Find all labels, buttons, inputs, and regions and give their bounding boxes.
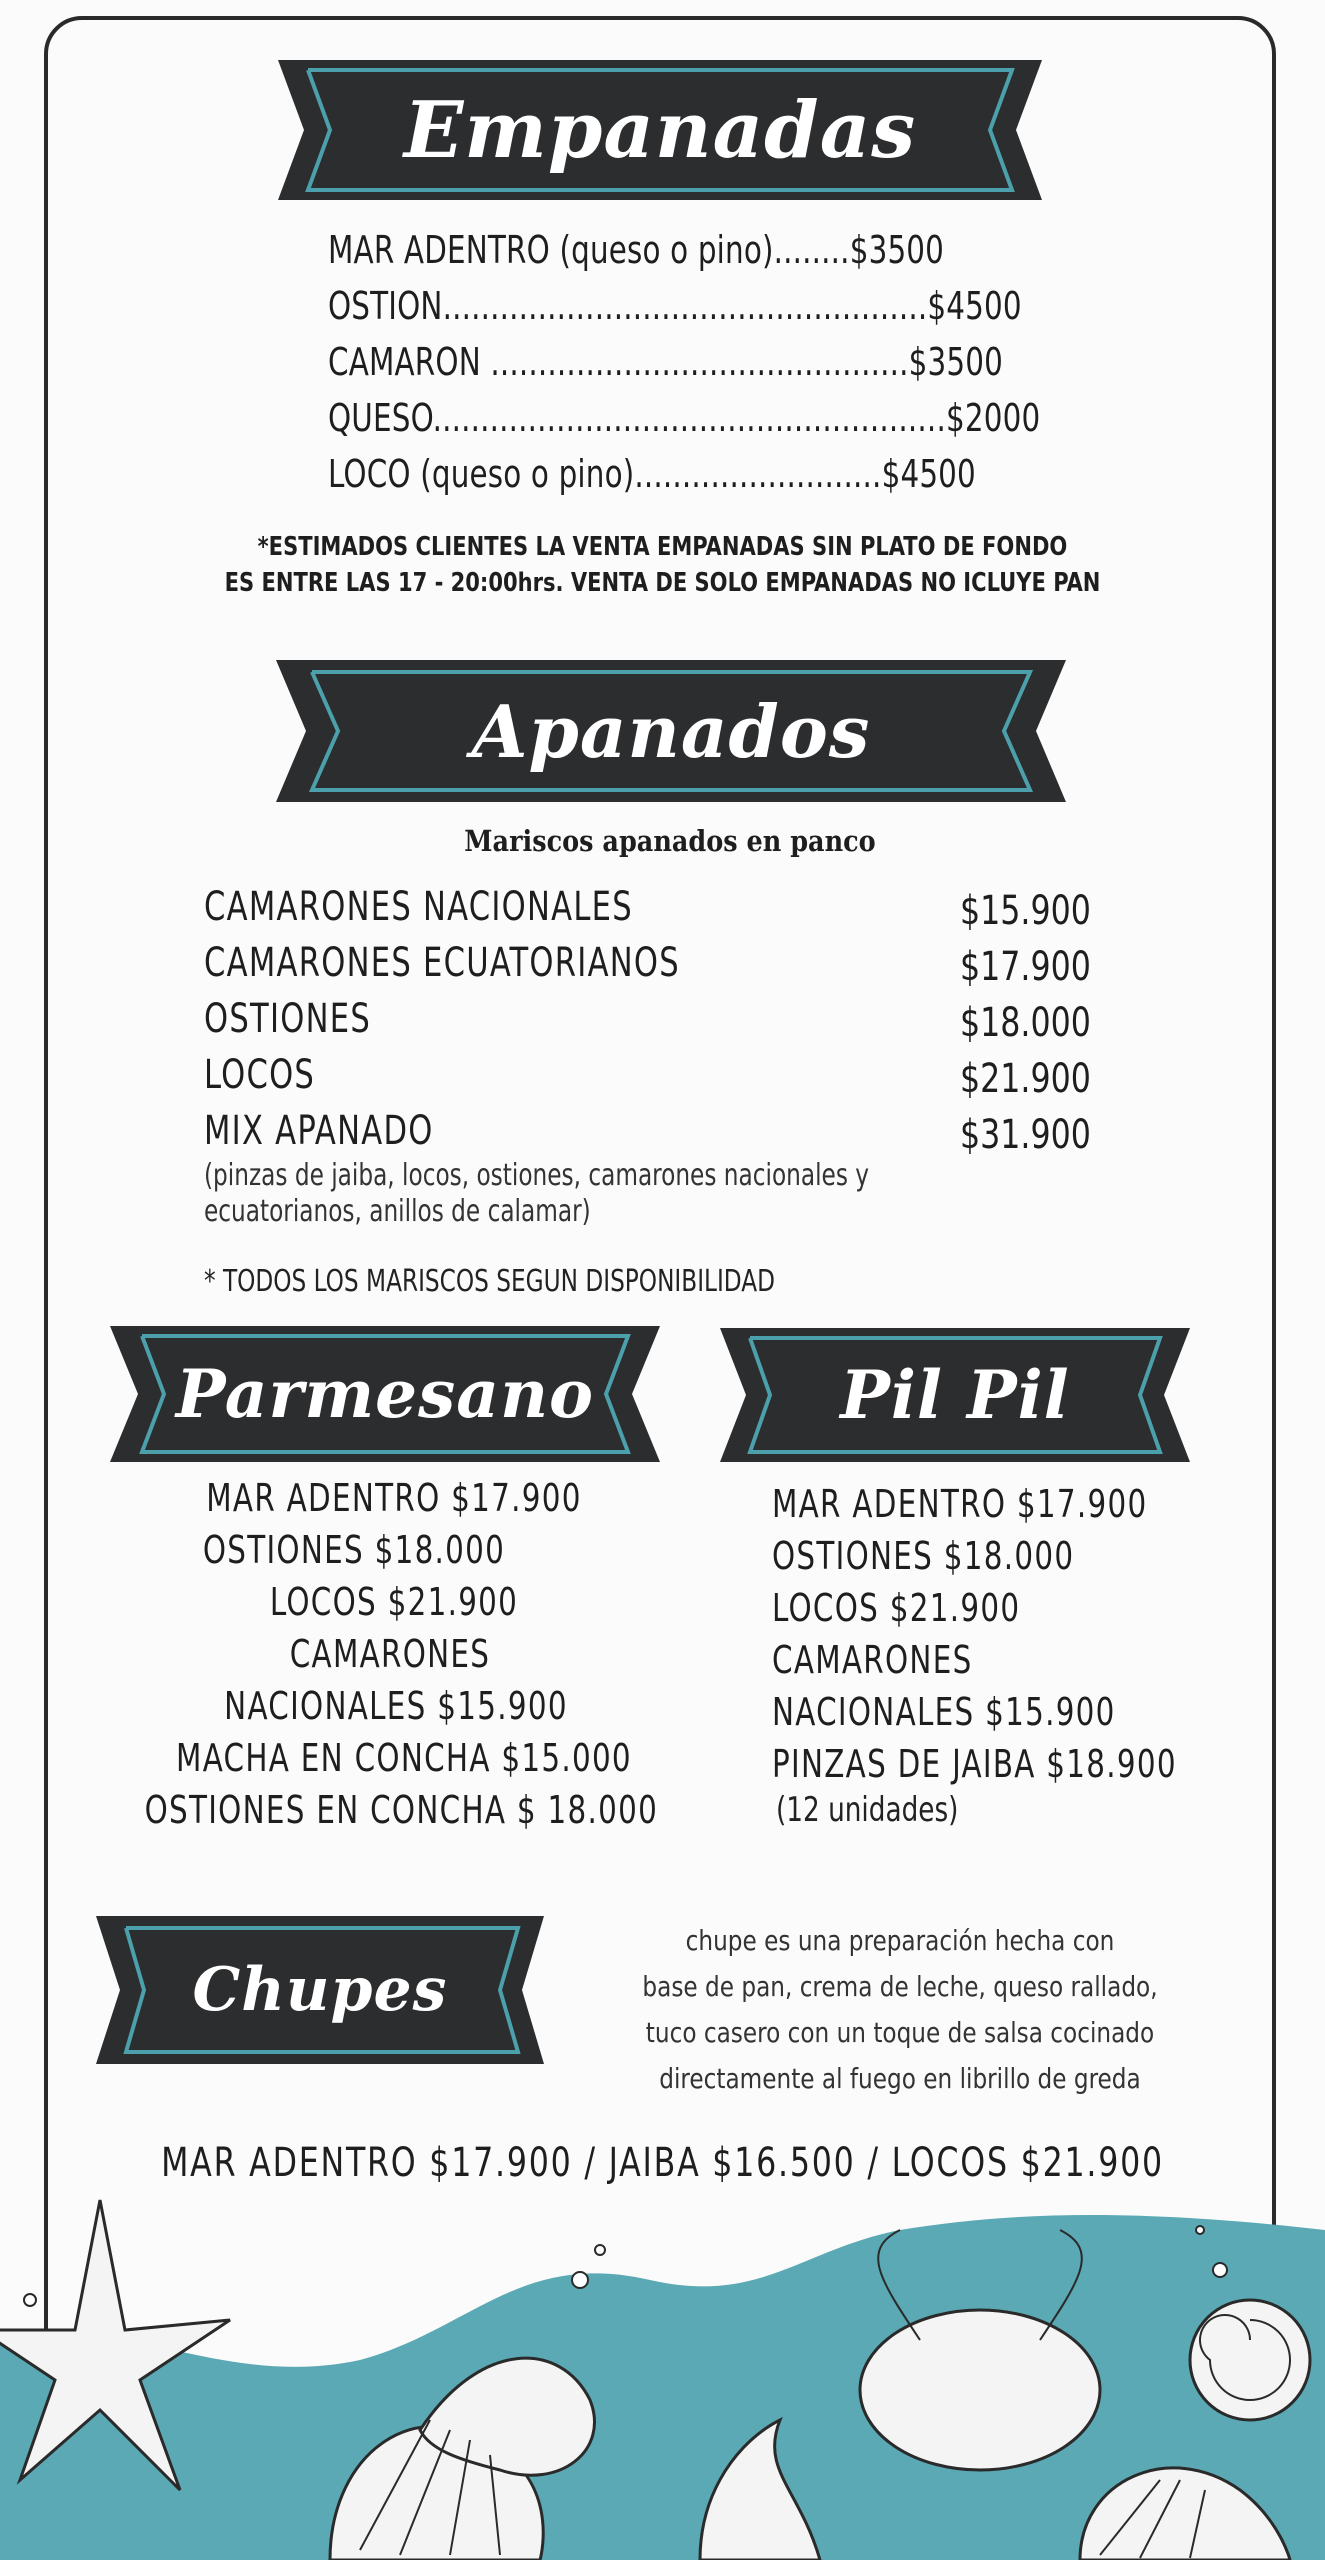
- apanados-item-name: CAMARONES ECUATORIANOS: [204, 940, 680, 986]
- empanadas-note: ES ENTRE LAS 17 - 20:00hrs. VENTA DE SOLO EMPANADAS NO ICLUYE PAN: [224, 568, 1101, 598]
- parmesano-line: CAMARONES: [289, 1632, 491, 1676]
- apanados-item-price: $17.900: [960, 944, 1091, 990]
- parmesano-line: NACIONALES $15.900: [224, 1684, 568, 1728]
- apanados-item-name: OSTIONES: [204, 996, 372, 1042]
- parmesano-line: LOCOS $21.900: [269, 1580, 519, 1624]
- empanadas-title: Empanadas: [403, 84, 917, 176]
- mix-description: ecuatorianos, anillos de calamar): [204, 1194, 591, 1229]
- chupes-banner: [96, 1916, 544, 2064]
- empanadas-item: QUESO......................................................$2000: [328, 396, 1041, 440]
- bubble-icon: [595, 2245, 605, 2255]
- chupes-description: directamente al fuego en librillo de greda: [659, 2062, 1141, 2095]
- pilpil-line: NACIONALES $15.900: [772, 1690, 1116, 1734]
- bubble-icon: [24, 2294, 36, 2306]
- bubble-icon: [1196, 2226, 1204, 2234]
- empanadas-banner: [278, 60, 1042, 200]
- parmesano-line: MACHA EN CONCHA $15.000: [176, 1736, 632, 1780]
- apanados-subtitle: Mariscos apanados en panco: [464, 824, 876, 858]
- apanados-title: Apanados: [471, 688, 871, 774]
- pilpil-line: LOCOS $21.900: [772, 1586, 1021, 1630]
- apanados-item-price: $15.900: [960, 888, 1091, 934]
- empanadas-note: *ESTIMADOS CLIENTES LA VENTA EMPANADAS SIN PLATO DE FONDO: [257, 532, 1068, 562]
- bubble-icon: [572, 2272, 588, 2288]
- apanados-item-name: CAMARONES NACIONALES: [204, 884, 633, 930]
- pilpil-title: Pil Pil: [840, 1356, 1070, 1434]
- pilpil-line: CAMARONES: [772, 1638, 973, 1682]
- pilpil-line: MAR ADENTRO $17.900: [772, 1482, 1148, 1526]
- apanados-item-price: $31.900: [960, 1112, 1091, 1158]
- apanados-item-price: $21.900: [960, 1056, 1091, 1102]
- chupes-prices: MAR ADENTRO $17.900 / JAIBA $16.500 / LOCOS $21.900: [161, 2140, 1164, 2186]
- sea-illustration: [0, 2190, 1325, 2560]
- apanados-banner: [276, 660, 1066, 802]
- mix-description: (pinzas de jaiba, locos, ostiones, camarones nacionales y: [204, 1158, 870, 1193]
- empanadas-item: CAMARON ............................................$3500: [328, 340, 1004, 384]
- parmesano-title: Parmesano: [175, 1355, 595, 1433]
- apanados-item-name: LOCOS: [204, 1052, 316, 1098]
- pilpil-note: (12 unidades): [776, 1790, 959, 1830]
- empanadas-item: OSTION...................................................$4500: [328, 284, 1022, 328]
- apanados-item-price: $18.000: [960, 1000, 1091, 1046]
- chupes-description: chupe es una preparación hecha con: [685, 1924, 1115, 1957]
- pilpil-line: OSTIONES $18.000: [772, 1534, 1075, 1578]
- pilpil-line: PINZAS DE JAIBA $18.900: [772, 1742, 1177, 1786]
- bubble-icon: [1213, 2263, 1227, 2277]
- crab-icon: [860, 2310, 1100, 2470]
- chupes-description: tuco casero con un toque de salsa cocinado: [645, 2016, 1155, 2049]
- parmesano-line: OSTIONES EN CONCHA $ 18.000: [144, 1788, 659, 1832]
- pilpil-banner: [720, 1328, 1190, 1462]
- apanados-footnote: * TODOS LOS MARISCOS SEGUN DISPONIBILIDAD: [204, 1264, 775, 1299]
- empanadas-item: LOCO (queso o pino)..........................$4500: [328, 452, 976, 496]
- apanados-item-name: MIX APANADO: [204, 1108, 434, 1154]
- parmesano-line: OSTIONES $18.000: [202, 1528, 506, 1572]
- chupes-title: Chupes: [192, 1955, 448, 2025]
- empanadas-item: MAR ADENTRO (queso o pino)........$3500: [328, 228, 945, 272]
- chupes-description: base de pan, crema de leche, queso rallado,: [642, 1970, 1158, 2003]
- parmesano-banner: [110, 1326, 660, 1462]
- snail-shell-icon: [1190, 2300, 1310, 2420]
- parmesano-line: MAR ADENTRO $17.900: [206, 1476, 582, 1520]
